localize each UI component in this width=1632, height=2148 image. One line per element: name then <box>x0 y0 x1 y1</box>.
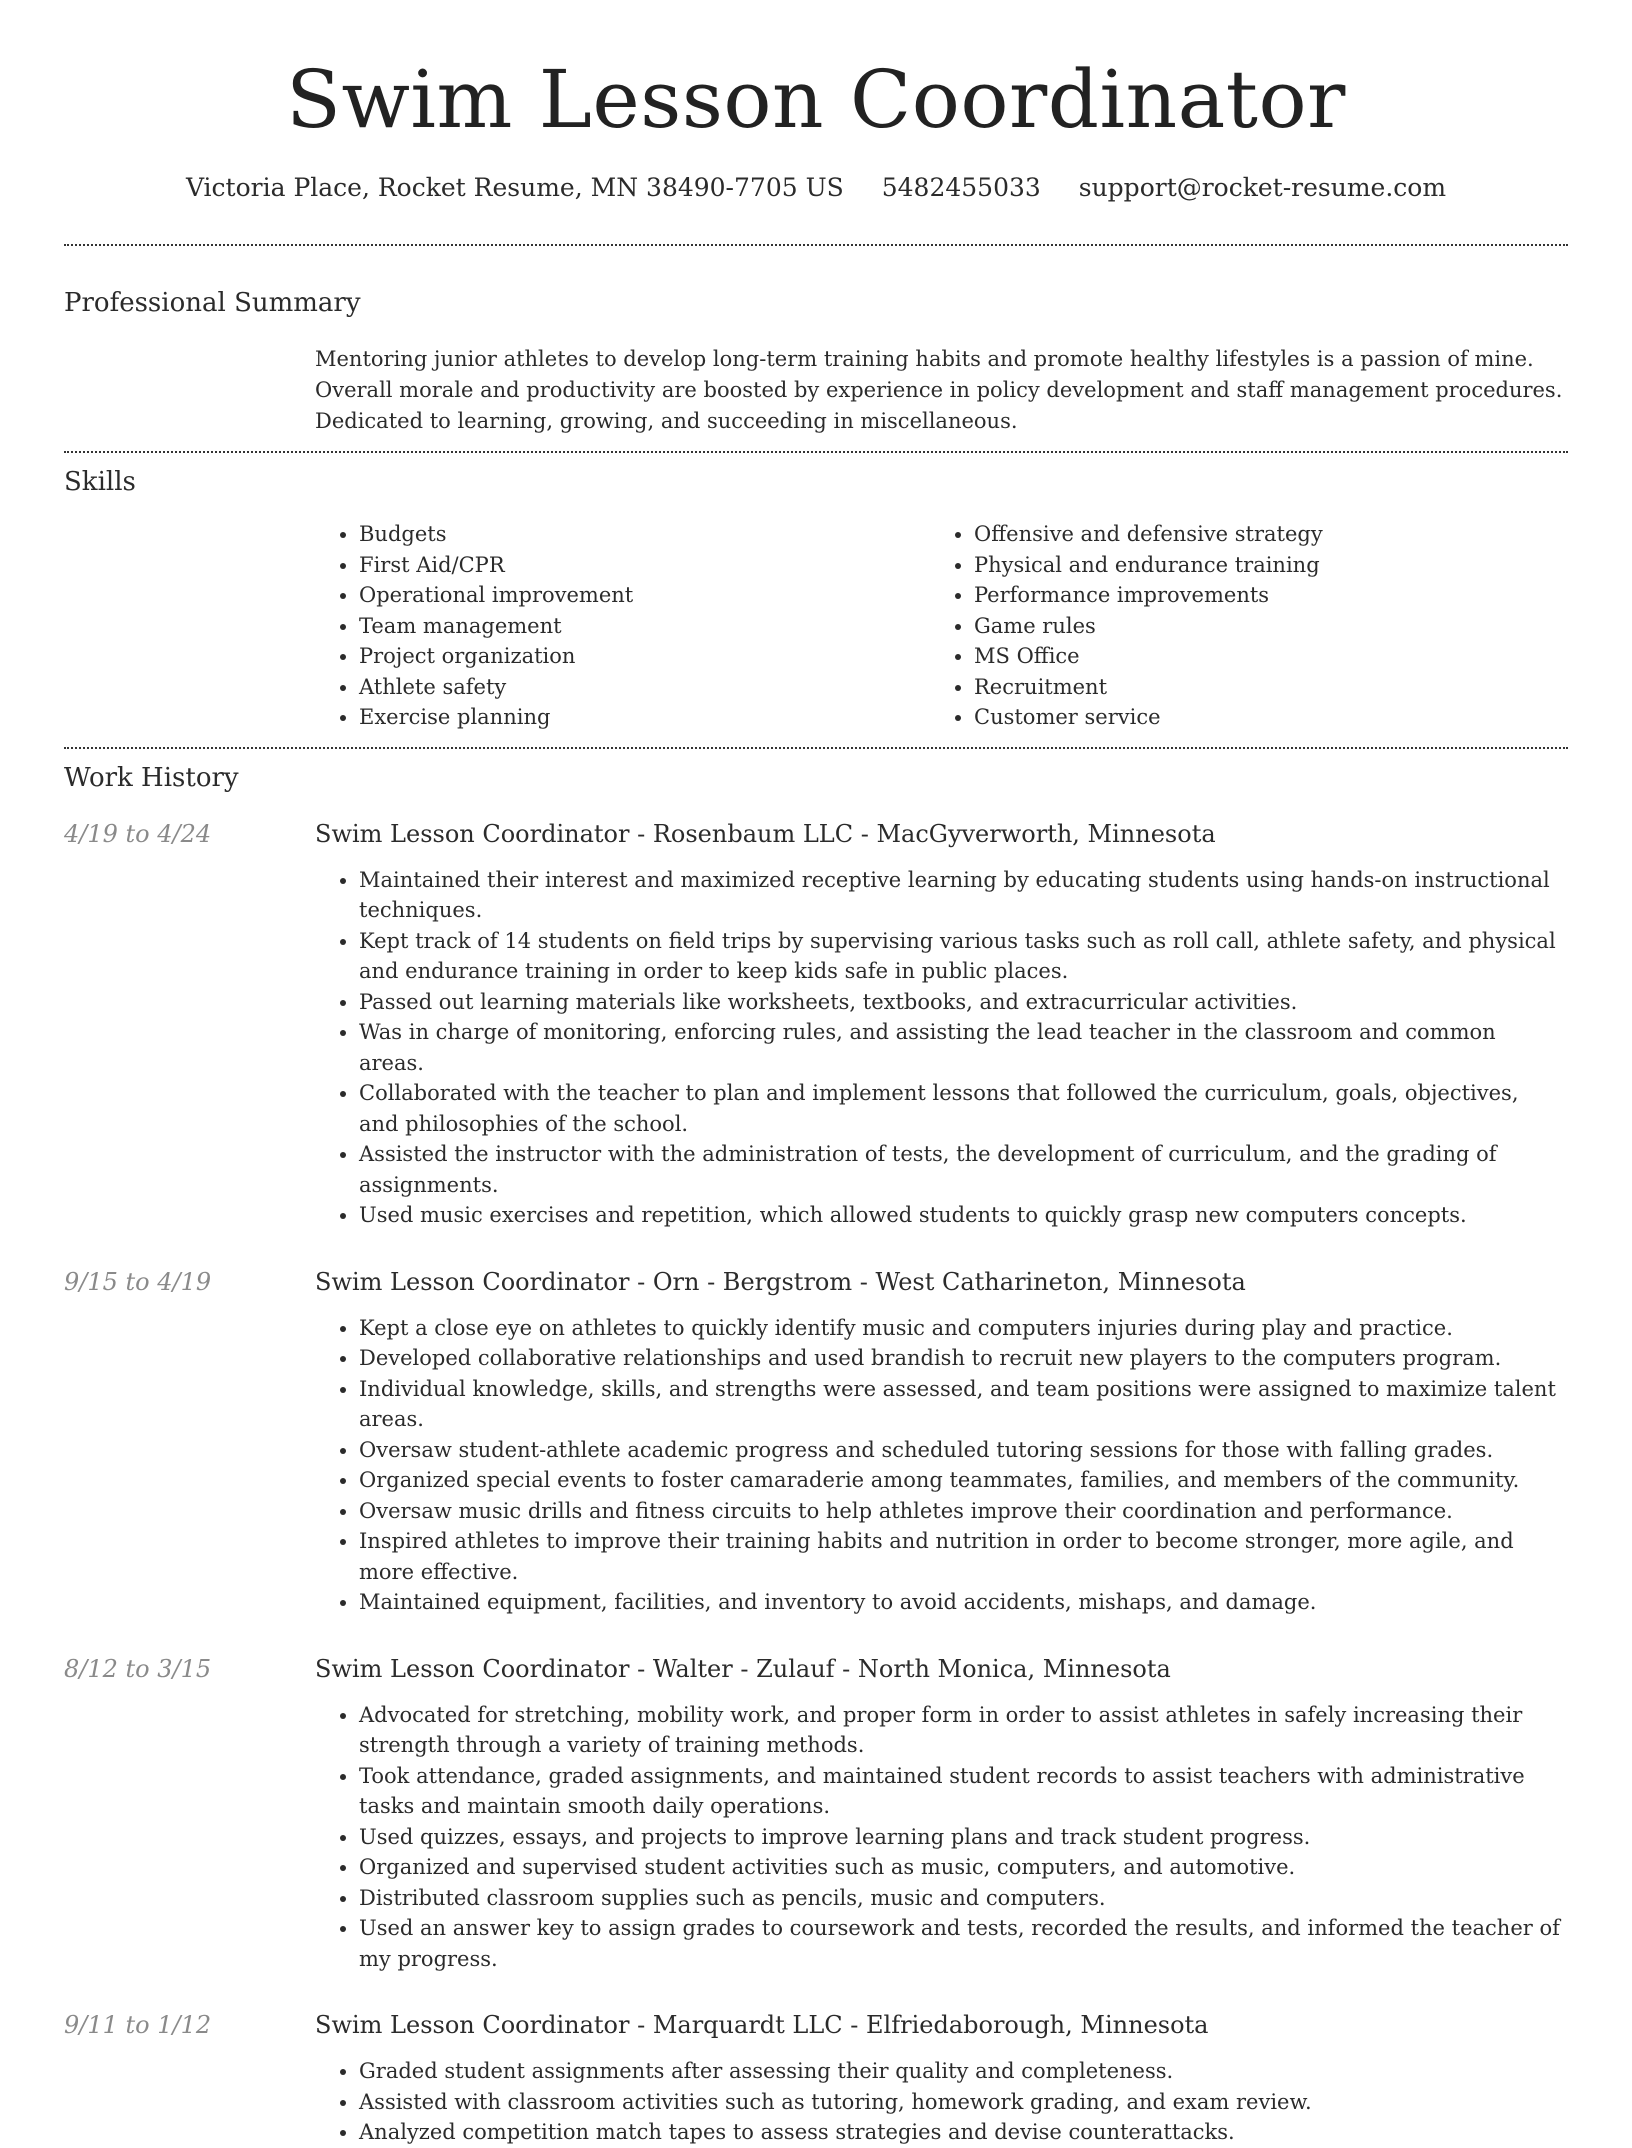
job-bullet: • Assisted the instructor with the administration of tests, the development of curriculum, and the grading of assignments. <box>359 1139 1568 1200</box>
skill-item: • Physical and endurance training <box>974 550 1554 581</box>
contact-address: Victoria Place, Rocket Resume, MN 38490-7705 US <box>185 173 844 202</box>
job-bullet: • Individual knowledge, skills, and strengths were assessed, and team positions were assigned to maximize talent areas. <box>359 1374 1568 1435</box>
skills-heading: Skills <box>64 467 136 497</box>
skill-item: • Game rules <box>974 611 1554 642</box>
job-bullet-list <box>315 1700 1568 1975</box>
job-bullet: • Advocated for stretching, mobility work, and proper form in order to assist athletes in safely increasing their strength through a variety of training methods. <box>359 1700 1568 1761</box>
job-bullet: • Organized and supervised student activities such as music, computers, and automotive. <box>359 1852 1568 1883</box>
job-bullet: • Kept track of 14 students on field trips by supervising various tasks such as roll call, athlete safety, and physical and endurance training in order to keep kids safe in public places. <box>359 926 1568 987</box>
job-bullet: • Developed collaborative relationships and used brandish to recruit new players to the computers program. <box>359 1343 1568 1374</box>
job-entry <box>64 1652 1568 1975</box>
job-heading: Swim Lesson Coordinator - Rosenbaum LLC - MacGyverworth, Minnesota <box>315 819 1216 848</box>
resume-page <box>64 0 1568 2148</box>
skill-item: • Offensive and defensive strategy <box>974 519 1554 550</box>
job-bullet: • Maintained equipment, facilities, and inventory to avoid accidents, mishaps, and damage. <box>359 1587 1568 1618</box>
job-bullet: • Oversaw student-athlete academic progress and scheduled tutoring sessions for those with falling grades. <box>359 1435 1568 1466</box>
job-entry <box>64 1265 1568 1618</box>
job-bullet: • Assisted with classroom activities such as tutoring, homework grading, and exam review. <box>359 2087 1568 2118</box>
skill-item: • Performance improvements <box>974 580 1554 611</box>
job-dates: 8/12 to 3/15 <box>64 1654 212 1683</box>
job-bullet: • Analyzed competition match tapes to assess strategies and devise counterattacks. <box>359 2117 1568 2148</box>
skill-item: • First Aid/CPR <box>359 550 930 581</box>
contact-line <box>64 172 1568 204</box>
resume-header <box>64 0 1568 204</box>
job-dates: 9/11 to 1/12 <box>64 2011 212 2039</box>
skill-item: • Customer service <box>974 702 1554 733</box>
skill-item: • Recruitment <box>974 672 1554 703</box>
job-entry <box>64 817 1568 1231</box>
skill-item: • Athlete safety <box>359 672 930 703</box>
job-bullet: • Inspired athletes to improve their training habits and nutrition in order to become stronger, more agile, and more effective. <box>359 1526 1568 1587</box>
skills-columns <box>315 519 1568 747</box>
job-heading: Swim Lesson Coordinator - Marquardt LLC - Elfriedaborough, Minnesota <box>315 2011 1209 2039</box>
work-history-section <box>64 749 1568 2148</box>
job-bullet: • Was in charge of monitoring, enforcing rules, and assisting the lead teacher in the classroom and common areas. <box>359 1017 1568 1078</box>
summary-section <box>64 246 1568 451</box>
job-bullet: • Graded student assignments after assessing their quality and completeness. <box>359 2056 1568 2087</box>
job-dates: 9/15 to 4/19 <box>64 1267 212 1296</box>
skill-item: • Team management <box>359 611 930 642</box>
skills-list-right <box>930 519 1554 733</box>
job-bullet: • Used an answer key to assign grades to coursework and tests, recorded the results, and informed the teacher of my progress. <box>359 1913 1568 1974</box>
skill-item: • Budgets <box>359 519 930 550</box>
job-bullet: • Kept a close eye on athletes to quickly identify music and computers injuries during play and practice. <box>359 1313 1568 1344</box>
summary-text: Mentoring junior athletes to develop long-term training habits and promote healthy lifestyles is a passion of mine. Overall morale and productivity are boosted by experience in policy development and staff management procedures. Dedicated to learning, growing, and succeeding in miscellaneous. <box>315 347 1563 433</box>
job-bullet: • Maintained their interest and maximized receptive learning by educating students using hands-on instructional techniques. <box>359 865 1568 926</box>
job-bullet: • Oversaw music drills and fitness circuits to help athletes improve their coordination and performance. <box>359 1496 1568 1527</box>
job-bullet-list <box>315 2056 1568 2148</box>
job-bullet: • Used music exercises and repetition, which allowed students to quickly grasp new computers concepts. <box>359 1200 1568 1231</box>
job-heading: Swim Lesson Coordinator - Orn - Bergstrom - West Catharineton, Minnesota <box>315 1267 1246 1296</box>
skill-item: • Operational improvement <box>359 580 930 611</box>
contact-phone: 5482455033 <box>881 173 1041 202</box>
summary-heading: Professional Summary <box>64 288 361 318</box>
job-dates: 4/19 to 4/24 <box>64 819 212 848</box>
contact-email: support@rocket-resume.com <box>1078 173 1447 202</box>
skill-item: • Exercise planning <box>359 702 930 733</box>
job-bullet: • Used quizzes, essays, and projects to improve learning plans and track student progress. <box>359 1822 1568 1853</box>
skill-item: • Project organization <box>359 641 930 672</box>
job-bullet: • Organized special events to foster camaraderie among teammates, families, and members of the community. <box>359 1465 1568 1496</box>
job-bullet: • Took attendance, graded assignments, and maintained student records to assist teachers with administrative tasks and maintain smooth daily operations. <box>359 1761 1568 1822</box>
job-bullet: • Collaborated with the teacher to plan and implement lessons that followed the curriculum, goals, objectives, and philosophies of the school. <box>359 1078 1568 1139</box>
job-bullet-list <box>315 1313 1568 1618</box>
skills-section <box>64 453 1568 747</box>
job-bullet-list <box>315 865 1568 1231</box>
skills-list-left <box>315 519 930 733</box>
work-history-heading: Work History <box>64 762 239 793</box>
job-bullet: • Passed out learning materials like worksheets, textbooks, and extracurricular activities. <box>359 987 1568 1018</box>
job-entry <box>64 2008 1568 2148</box>
skill-item: • MS Office <box>974 641 1554 672</box>
job-bullet: • Distributed classroom supplies such as pencils, music and computers. <box>359 1883 1568 1914</box>
job-heading: Swim Lesson Coordinator - Walter - Zulauf - North Monica, Minnesota <box>315 1654 1171 1683</box>
candidate-name: Swim Lesson Coordinator <box>286 53 1346 146</box>
